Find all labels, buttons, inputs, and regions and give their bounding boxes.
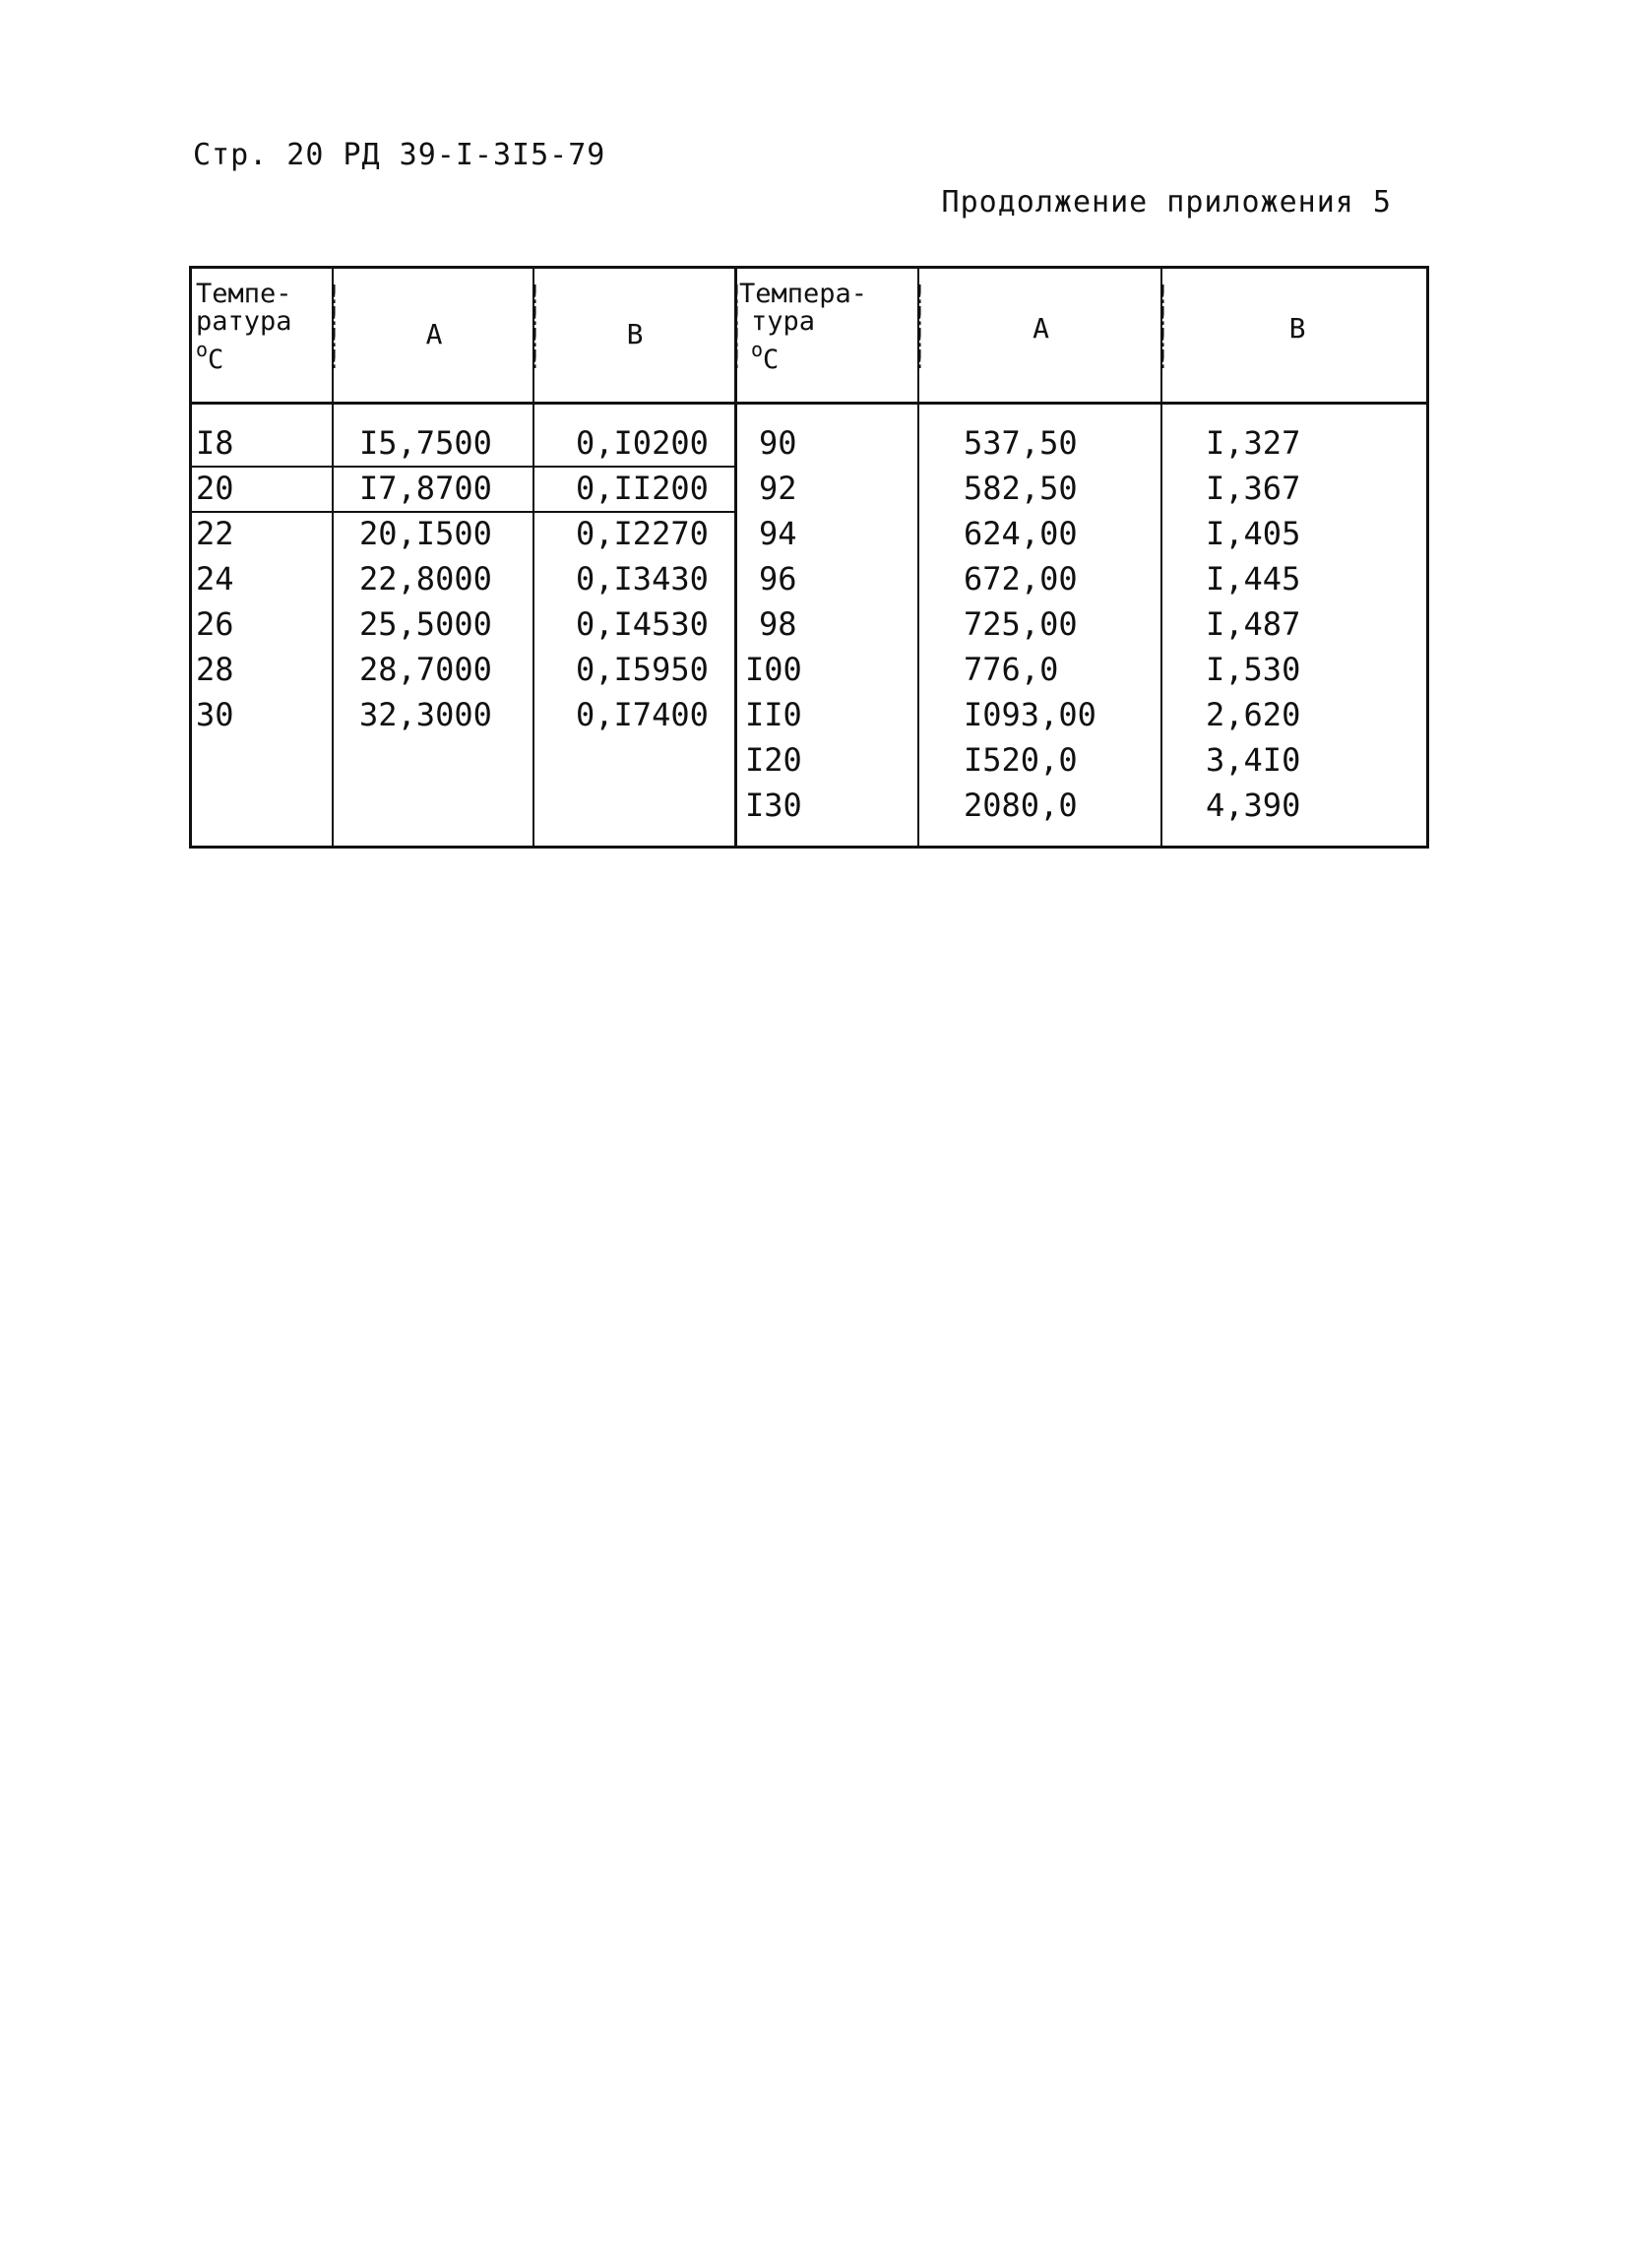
page-header: Стр. 20 РД 39-I-3I5-79 bbox=[193, 138, 606, 172]
table-cell-temp: 28 bbox=[196, 651, 234, 688]
table-cell-a: I5,7500 bbox=[359, 424, 492, 462]
header-a-left: A bbox=[425, 318, 443, 350]
table-cell-temp: 90 bbox=[759, 424, 797, 462]
table-cell-b: I,367 bbox=[1206, 470, 1301, 507]
table-cell-temp: 98 bbox=[759, 605, 797, 643]
continuation-label: Продолжение приложения 5 bbox=[941, 185, 1392, 220]
header-divider-marks: ! ! ! ! bbox=[527, 281, 542, 375]
table-cell-b: 0,I7400 bbox=[576, 696, 709, 733]
table-cell-temp: 26 bbox=[196, 605, 234, 643]
table-cell-b: I,327 bbox=[1206, 424, 1301, 462]
table-cell-a: 32,3000 bbox=[359, 696, 492, 733]
table-cell-temp: 96 bbox=[759, 560, 797, 598]
table-cell-temp: 20 bbox=[196, 470, 234, 507]
table-cell-b: I,405 bbox=[1206, 515, 1301, 552]
table-cell-temp: I20 bbox=[745, 741, 802, 779]
table-cell-a: I520,0 bbox=[964, 741, 1078, 779]
header-divider-marks: ! ! ! ! bbox=[911, 281, 927, 375]
table-cell-a: I093,00 bbox=[964, 696, 1096, 733]
table-cell-b: 0,I0200 bbox=[576, 424, 709, 462]
table-cell-a: 537,50 bbox=[964, 424, 1078, 462]
header-divider-marks: ! ! ! ! bbox=[326, 281, 342, 375]
table-cell-temp: 24 bbox=[196, 560, 234, 598]
table-cell-temp: I30 bbox=[745, 787, 802, 824]
table-cell-b: 4,390 bbox=[1206, 787, 1301, 824]
table-cell-b: 0,I2270 bbox=[576, 515, 709, 552]
table-cell-a: 28,7000 bbox=[359, 651, 492, 688]
table-cell-a: 672,00 bbox=[964, 560, 1078, 598]
table-cell-a: 725,00 bbox=[964, 605, 1078, 643]
table-cell-a: 582,50 bbox=[964, 470, 1078, 507]
table-cell-b: 0,II200 bbox=[576, 470, 709, 507]
table-cell-a: 624,00 bbox=[964, 515, 1078, 552]
header-divider-marks: ! ! ! ! bbox=[728, 281, 744, 375]
header-separator bbox=[192, 402, 1426, 405]
table-cell-a: 25,5000 bbox=[359, 605, 492, 643]
table-cell-a: 20,I500 bbox=[359, 515, 492, 552]
table-cell-temp: 94 bbox=[759, 515, 797, 552]
data-table bbox=[189, 266, 1429, 849]
table-cell-b: I,530 bbox=[1206, 651, 1301, 688]
table-cell-b: I,445 bbox=[1206, 560, 1301, 598]
table-cell-b: 0,I3430 bbox=[576, 560, 709, 598]
table-cell-b: 2,620 bbox=[1206, 696, 1301, 733]
table-cell-a: 22,8000 bbox=[359, 560, 492, 598]
table-cell-a: 2080,0 bbox=[964, 787, 1078, 824]
table-cell-b: I,487 bbox=[1206, 605, 1301, 643]
table-cell-a: I7,8700 bbox=[359, 470, 492, 507]
table-cell-b: 0,I5950 bbox=[576, 651, 709, 688]
table-cell-b: 0,I4530 bbox=[576, 605, 709, 643]
header-a-right: A bbox=[1033, 312, 1049, 345]
header-temperature-right: Темпера- тура $^o$C bbox=[739, 279, 868, 375]
table-cell-b: 3,4I0 bbox=[1206, 741, 1301, 779]
table-cell-temp: I00 bbox=[745, 651, 802, 688]
table-cell-temp: 22 bbox=[196, 515, 234, 552]
table-cell-temp: 30 bbox=[196, 696, 234, 733]
header-divider-marks: ! ! ! ! bbox=[1155, 281, 1170, 375]
table-cell-temp: I8 bbox=[196, 424, 234, 462]
table-cell-a: 776,0 bbox=[964, 651, 1059, 688]
header-b-right: B bbox=[1288, 312, 1306, 345]
header-b-left: B bbox=[626, 318, 644, 350]
header-temperature-left: Темпе- ратура $^o$C bbox=[196, 279, 292, 375]
table-cell-temp: II0 bbox=[745, 696, 802, 733]
table-cell-temp: 92 bbox=[759, 470, 797, 507]
